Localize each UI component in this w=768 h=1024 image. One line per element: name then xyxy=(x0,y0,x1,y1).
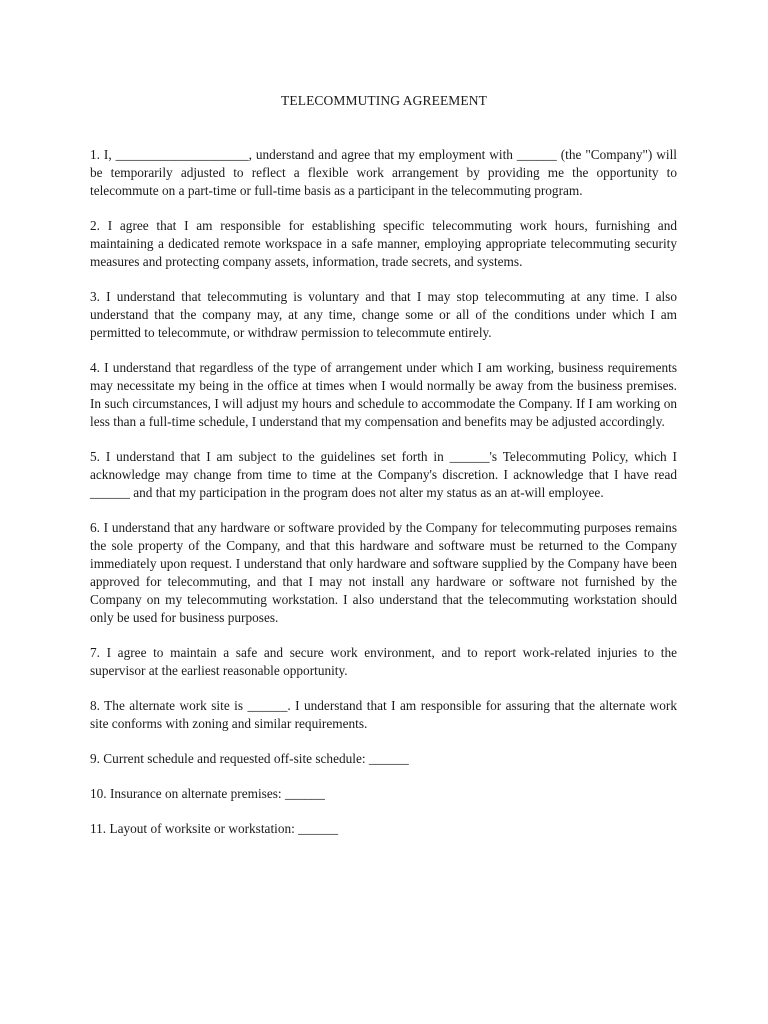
paragraph-1: 1. I, ____________________, understand and agree that my employment with ______ (the "Company") will be temporarily adjusted to reflect a flexible work arrangement by providing me the opportunity to telecommute on a part-time or full-time basis as a participant in the telecommuting program. xyxy=(90,147,677,198)
paragraph-11: 11. Layout of worksite or workstation: ______ xyxy=(90,821,339,836)
paragraph-10: 10. Insurance on alternate premises: ______ xyxy=(90,786,325,801)
paragraph-2: 2. I agree that I am responsible for establishing specific telecommuting work hours, furnishing and maintaining a dedicated remote workspace in a safe manner, employing appropriate telecommuting security measures and protecting company assets, information, trade secrets, and systems. xyxy=(90,218,677,269)
paragraph-5: 5. I understand that I am subject to the guidelines set forth in ______'s Telecommuting Policy, which I acknowledge may change from time to time at the Company's discretion. I acknowledge that I have read ______ and that my participation in the program does not alter my status as an at-will employee. xyxy=(90,449,677,500)
paragraph-8: 8. The alternate work site is ______. I understand that I am responsible for assuring that the alternate work site conforms with zoning and similar requirements. xyxy=(90,698,677,731)
paragraph-4: 4. I understand that regardless of the type of arrangement under which I am working, business requirements may necessitate my being in the office at times when I would normally be away from the business premises. In such circumstances, I will adjust my hours and schedule to accommodate the Company. If I am working on less than a full-time schedule, I understand that my compensation and benefits may be adjusted accordingly. xyxy=(90,360,677,429)
paragraph-6: 6. I understand that any hardware or software provided by the Company for telecommuting purposes remains the sole property of the Company, and that this hardware and software must be returned to the Company immediately upon request. I understand that only hardware and software supplied by the Company have been approved for telecommuting, and that I may not install any hardware or software not furnished by the Company on my telecommuting workstation. I also understand that the telecommuting workstation should only be used for business purposes. xyxy=(90,520,677,625)
document-body xyxy=(90,146,677,855)
paragraph-3: 3. I understand that telecommuting is voluntary and that I may stop telecommuting at any time. I also understand that the company may, at any time, change some or all of the conditions under which I am permitted to telecommute, or withdraw permission to telecommute entirely. xyxy=(90,289,677,340)
paragraph-9: 9. Current schedule and requested off-site schedule: ______ xyxy=(90,751,409,766)
document-title: TELECOMMUTING AGREEMENT xyxy=(281,93,487,108)
paragraph-7: 7. I agree to maintain a safe and secure work environment, and to report work-related injuries to the supervisor at the earliest reasonable opportunity. xyxy=(90,645,677,678)
